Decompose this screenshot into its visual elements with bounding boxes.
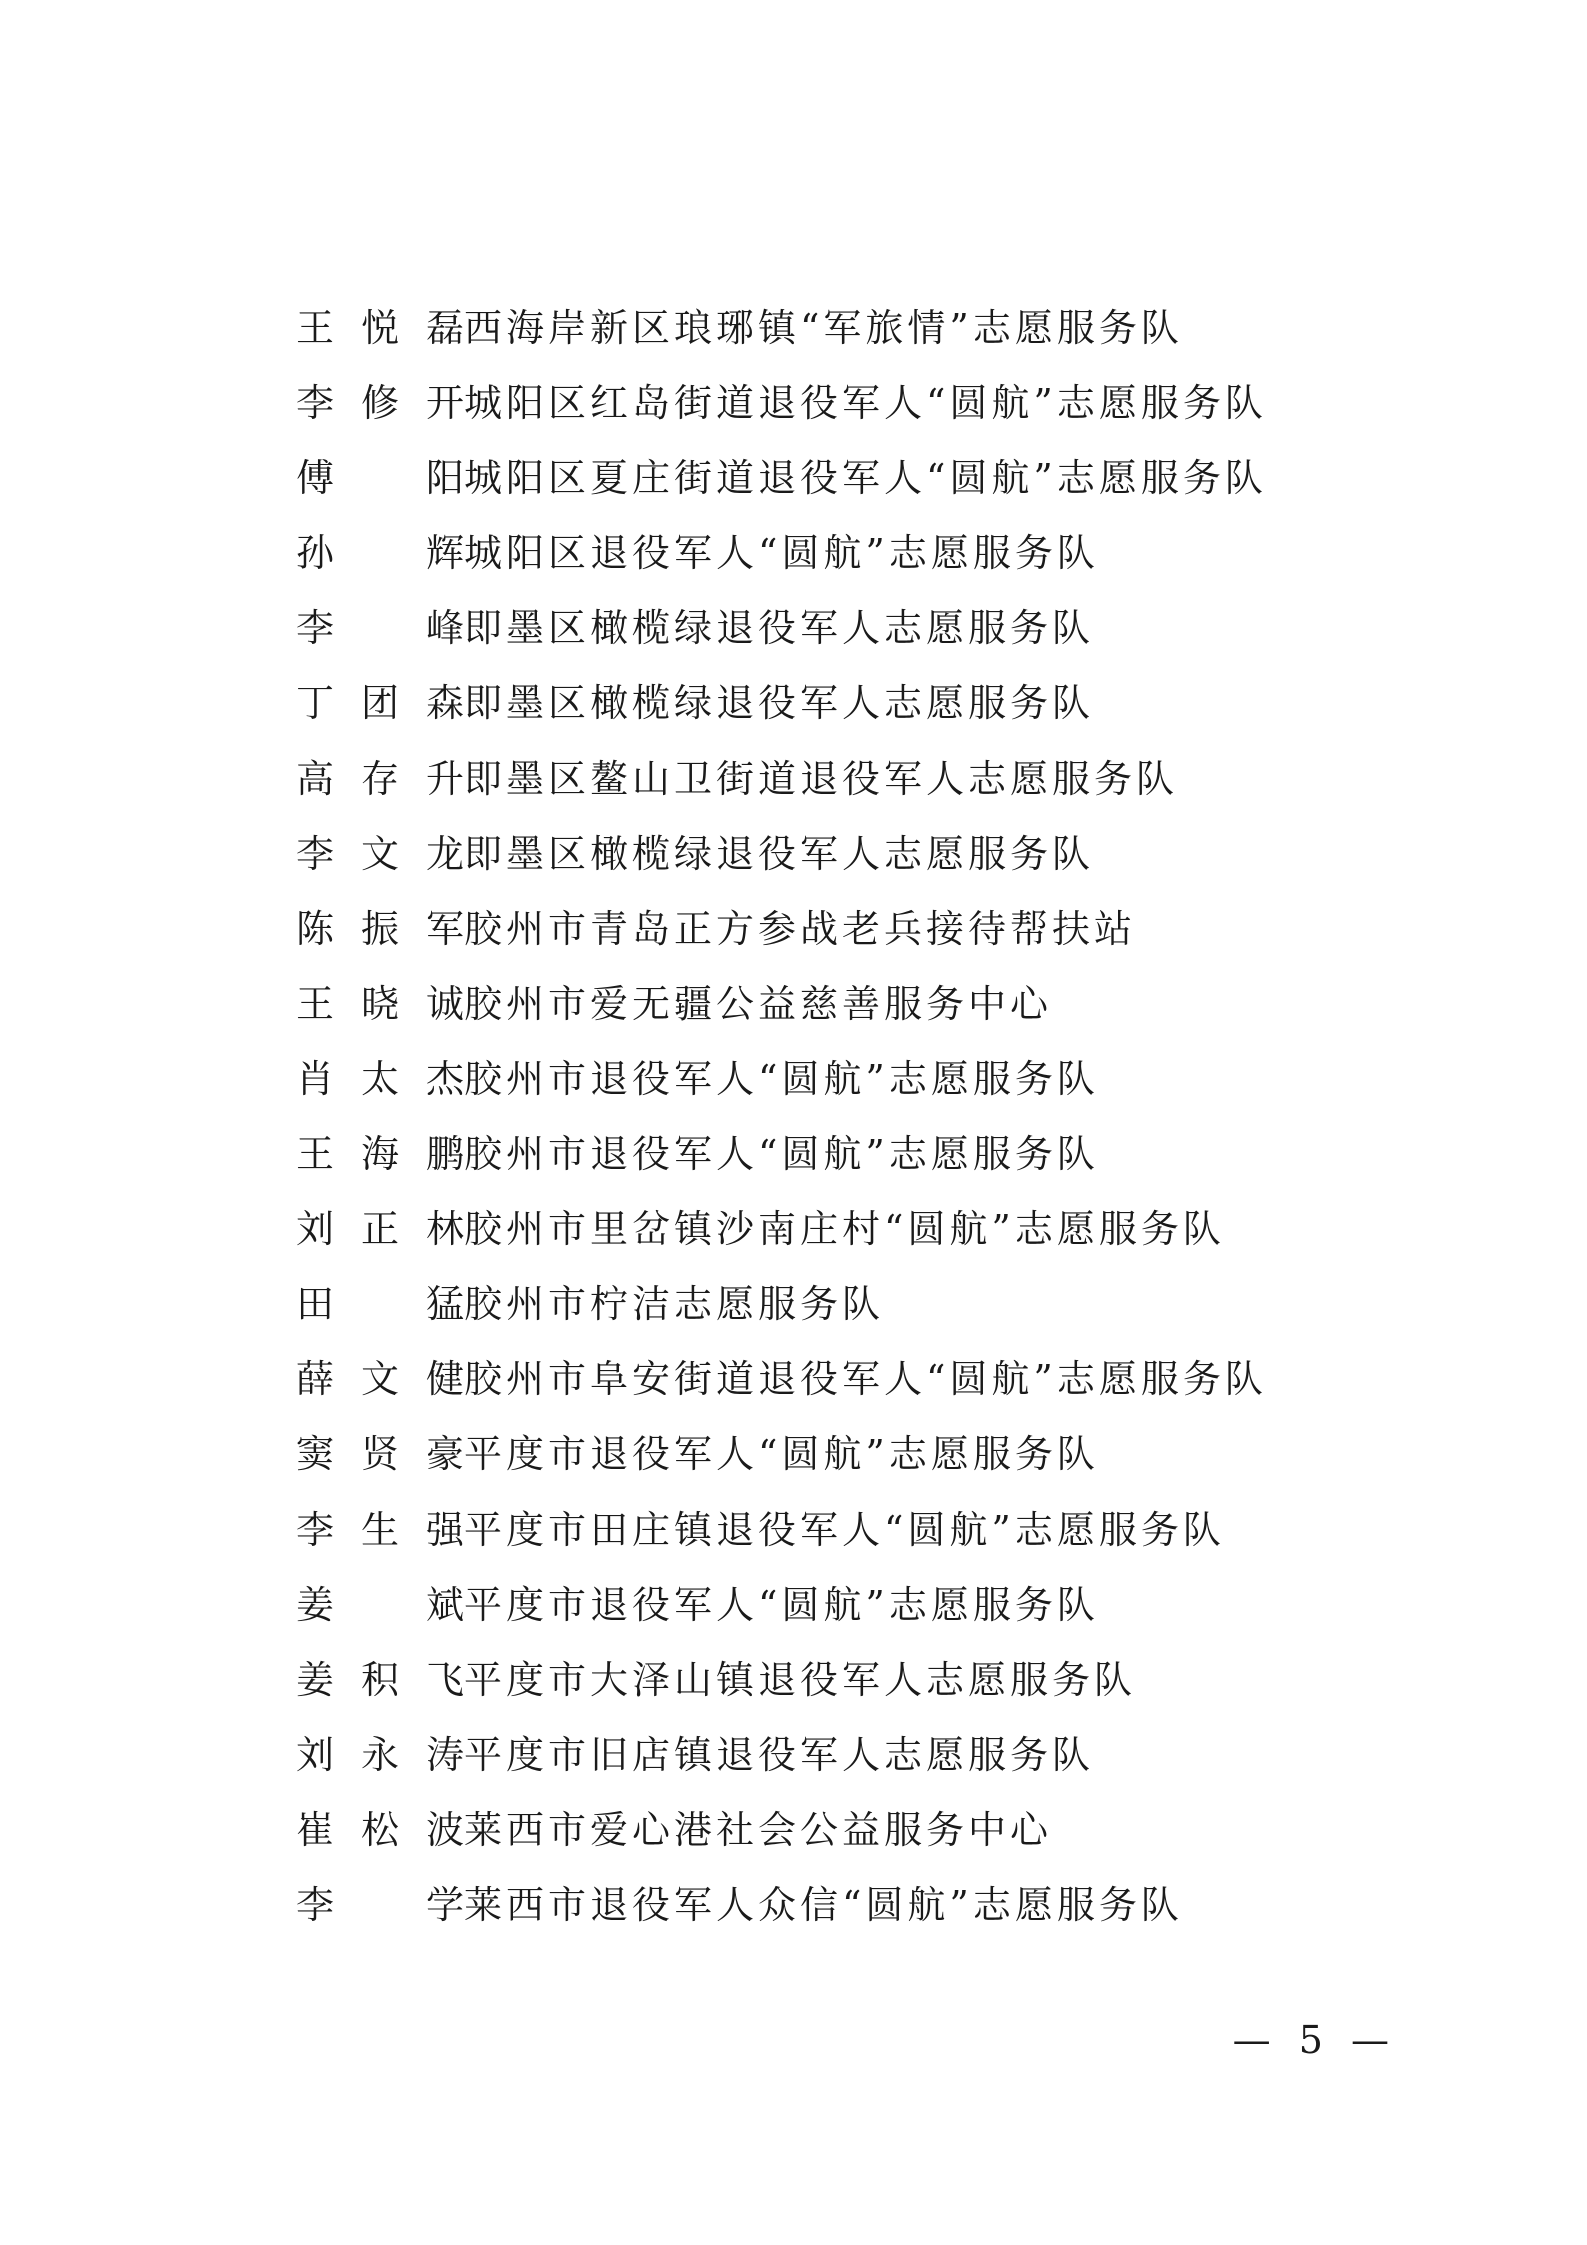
person-name: 李 峰 [296, 606, 464, 651]
organization-name: 胶州市里岔镇沙南庄村“圆航”志愿服务队 [464, 1207, 1225, 1252]
organization-name: 胶州市青岛正方参战老兵接待帮扶站 [464, 906, 1137, 951]
list-item [296, 1117, 1396, 1192]
list-item [296, 967, 1396, 1042]
person-name: 李生强 [296, 1507, 464, 1552]
organization-name: 平度市田庄镇退役军人“圆航”志愿服务队 [464, 1507, 1225, 1552]
list-item [296, 742, 1396, 817]
page-number: — 5 — [1232, 2018, 1397, 2062]
person-name: 刘正林 [296, 1207, 464, 1252]
list-item [296, 1643, 1396, 1718]
person-name: 王海鹏 [296, 1132, 464, 1177]
list-item [296, 1793, 1396, 1868]
organization-name: 即墨区橄榄绿退役军人志愿服务队 [464, 681, 1095, 726]
person-name: 肖太杰 [296, 1056, 464, 1101]
list-item [296, 892, 1396, 967]
list-item [296, 516, 1396, 591]
list-item [296, 1868, 1396, 1943]
person-name: 薛文健 [296, 1357, 464, 1402]
organization-name: 即墨区橄榄绿退役军人志愿服务队 [464, 831, 1095, 876]
person-name: 田 猛 [296, 1282, 464, 1327]
list-item [296, 1718, 1396, 1793]
list-item [296, 1267, 1396, 1342]
person-name: 刘永涛 [296, 1732, 464, 1777]
organization-name: 西海岸新区琅琊镇“军旅情”志愿服务队 [464, 306, 1183, 350]
list-item [296, 1568, 1396, 1643]
person-name: 丁团森 [296, 681, 464, 726]
organization-name: 胶州市阜安街道退役军人“圆航”志愿服务队 [464, 1357, 1267, 1402]
person-name: 窦贤豪 [296, 1432, 464, 1477]
person-name: 李修开 [296, 381, 464, 426]
organization-name: 平度市退役军人“圆航”志愿服务队 [464, 1582, 1099, 1627]
list-item [296, 1192, 1396, 1267]
list-item [296, 1042, 1396, 1117]
person-name: 崔松波 [296, 1807, 464, 1852]
list-item [296, 1493, 1396, 1568]
list-item [296, 666, 1396, 741]
organization-name: 平度市旧店镇退役军人志愿服务队 [464, 1732, 1095, 1777]
person-name: 陈振军 [296, 906, 464, 951]
organization-name: 胶州市退役军人“圆航”志愿服务队 [464, 1132, 1099, 1177]
organization-name: 城阳区红岛街道退役军人“圆航”志愿服务队 [464, 381, 1267, 426]
person-name: 高存升 [296, 756, 464, 801]
list-item [296, 366, 1396, 441]
organization-name: 即墨区橄榄绿退役军人志愿服务队 [464, 606, 1095, 651]
person-name: 孙 辉 [296, 531, 464, 576]
organization-name: 胶州市退役军人“圆航”志愿服务队 [464, 1056, 1099, 1101]
organization-name: 城阳区夏庄街道退役军人“圆航”志愿服务队 [464, 456, 1267, 501]
organization-name: 城阳区退役军人“圆航”志愿服务队 [464, 531, 1099, 576]
list-item [296, 1417, 1396, 1492]
honoree-list [296, 291, 1396, 1943]
organization-name: 平度市大泽山镇退役军人志愿服务队 [464, 1657, 1137, 1702]
person-name: 姜 斌 [296, 1582, 464, 1627]
organization-name: 胶州市柠洁志愿服务队 [464, 1282, 885, 1327]
person-name: 王悦磊 [296, 306, 464, 350]
list-item [296, 817, 1396, 892]
organization-name: 平度市退役军人“圆航”志愿服务队 [464, 1432, 1099, 1477]
person-name: 李文龙 [296, 831, 464, 876]
list-item [296, 291, 1396, 366]
organization-name: 即墨区鳌山卫街道退役军人志愿服务队 [464, 756, 1179, 801]
list-item [296, 441, 1396, 516]
organization-name: 胶州市爱无疆公益慈善服务中心 [464, 981, 1053, 1026]
list-item [296, 1342, 1396, 1417]
organization-name: 莱西市爱心港社会公益服务中心 [464, 1807, 1053, 1852]
person-name: 傅 阳 [296, 456, 464, 501]
person-name: 姜积飞 [296, 1657, 464, 1702]
person-name: 李 学 [296, 1882, 464, 1927]
list-item [296, 591, 1396, 666]
organization-name: 莱西市退役军人众信“圆航”志愿服务队 [464, 1882, 1183, 1927]
person-name: 王晓诚 [296, 981, 464, 1026]
